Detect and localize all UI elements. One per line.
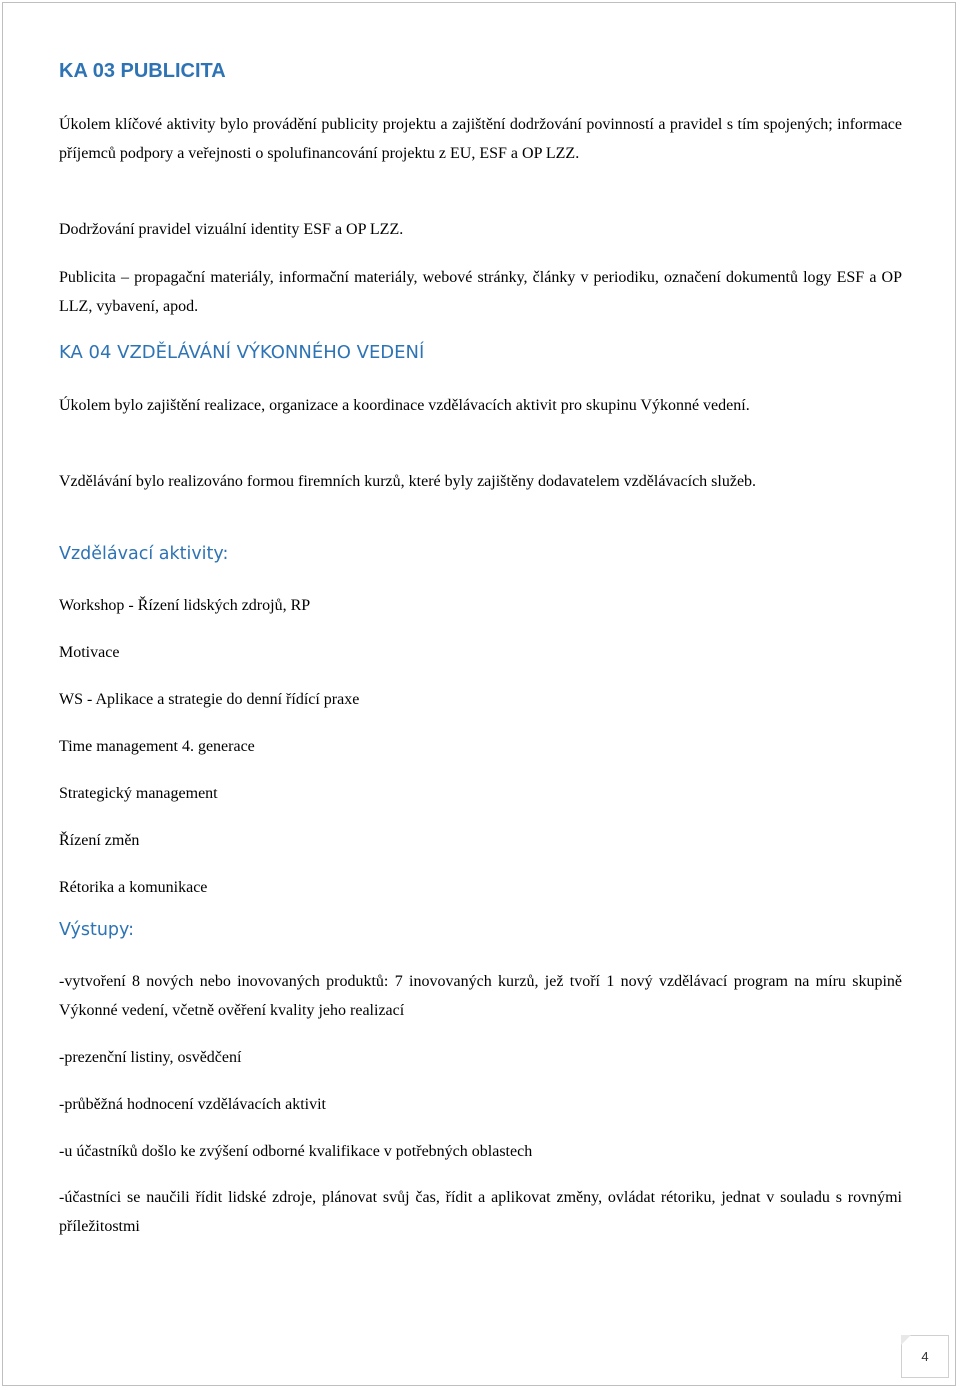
activity-item bbox=[59, 826, 902, 855]
paragraph-text: Publicita – propagační materiály, informační materiály, webové stránky, články v periodiku, označení dokumentů logy ESF a OP LLZ, vybavení, apod. bbox=[59, 269, 902, 315]
heading-ka03: KA 03 PUBLICITA bbox=[59, 60, 226, 82]
output-item bbox=[59, 1043, 902, 1072]
activity-text: Motivace bbox=[59, 644, 120, 661]
activities-heading-block bbox=[59, 544, 902, 564]
activity-text: Workshop - Řízení lidských zdrojů, RP bbox=[59, 597, 311, 614]
activity-item bbox=[59, 732, 902, 761]
activity-text: Strategický management bbox=[59, 785, 218, 802]
activity-text: Time management 4. generace bbox=[59, 738, 255, 755]
paragraph-ka04-task bbox=[59, 391, 902, 420]
section-ka04 bbox=[59, 342, 902, 363]
activity-item bbox=[59, 638, 902, 667]
paragraph-text: Vzdělávání bylo realizováno formou firemních kurzů, které byly zajištěny dodavatelem vzdělávacích služeb. bbox=[59, 473, 757, 490]
output-item bbox=[59, 1183, 902, 1241]
output-text: -prezenční listiny, osvědčení bbox=[59, 1049, 242, 1066]
page-number: 4 bbox=[901, 1335, 949, 1378]
output-text: -u účastníků došlo ke zvýšení odborné kvalifikace v potřebných oblastech bbox=[59, 1143, 533, 1160]
outputs-heading: Výstupy: bbox=[59, 920, 135, 940]
activity-text: Rétorika a komunikace bbox=[59, 879, 208, 896]
output-item bbox=[59, 1137, 902, 1166]
paragraph-ka03-rules bbox=[59, 215, 902, 244]
activity-text: WS - Aplikace a strategie do denní řídící praxe bbox=[59, 691, 360, 708]
activities-heading: Vzdělávací aktivity: bbox=[59, 544, 229, 564]
page-number-fold bbox=[901, 1335, 911, 1345]
outputs-heading-block bbox=[59, 920, 902, 940]
output-text: -účastníci se naučili řídit lidské zdroje, plánovat svůj čas, řídit a aplikovat změny, ovládat rétoriku, jednat v souladu s rovnými příležitostmi bbox=[59, 1189, 902, 1235]
output-text: -průběžná hodnocení vzdělávacích aktivit bbox=[59, 1096, 326, 1113]
activity-item bbox=[59, 779, 902, 808]
activity-item bbox=[59, 873, 902, 902]
activity-item bbox=[59, 685, 902, 714]
paragraph-text: Úkolem klíčové aktivity bylo provádění publicity projektu a zajištění dodržování povinností a pravidel s tím spojených; informace příjemců podpory a veřejnosti o spolufinancování projektu z EU, ESF a OP LZZ. bbox=[59, 116, 902, 162]
paragraph-ka04-form bbox=[59, 467, 902, 496]
paragraph-text: Dodržování pravidel vizuální identity ESF a OP LZZ. bbox=[59, 221, 404, 238]
section-ka03 bbox=[59, 60, 902, 83]
paragraph-ka03-publicity bbox=[59, 263, 902, 321]
output-text: -vytvoření 8 nových nebo inovovaných produktů: 7 inovovaných kurzů, jež tvoří 1 nový vzdělávací program na míru skupině Výkonné vedení, včetně ověření kvality jeho realizací bbox=[59, 973, 902, 1019]
heading-ka04: KA 04 VZDĚLÁVÁNÍ VÝKONNÉHO VEDENÍ bbox=[59, 342, 425, 363]
paragraph-ka03-task bbox=[59, 110, 902, 168]
activity-text: Řízení změn bbox=[59, 832, 140, 849]
output-item bbox=[59, 1090, 902, 1119]
output-item bbox=[59, 967, 902, 1025]
activity-item bbox=[59, 591, 902, 620]
paragraph-text: Úkolem bylo zajištění realizace, organizace a koordinace vzdělávacích aktivit pro skupinu Výkonné vedení. bbox=[59, 397, 750, 414]
